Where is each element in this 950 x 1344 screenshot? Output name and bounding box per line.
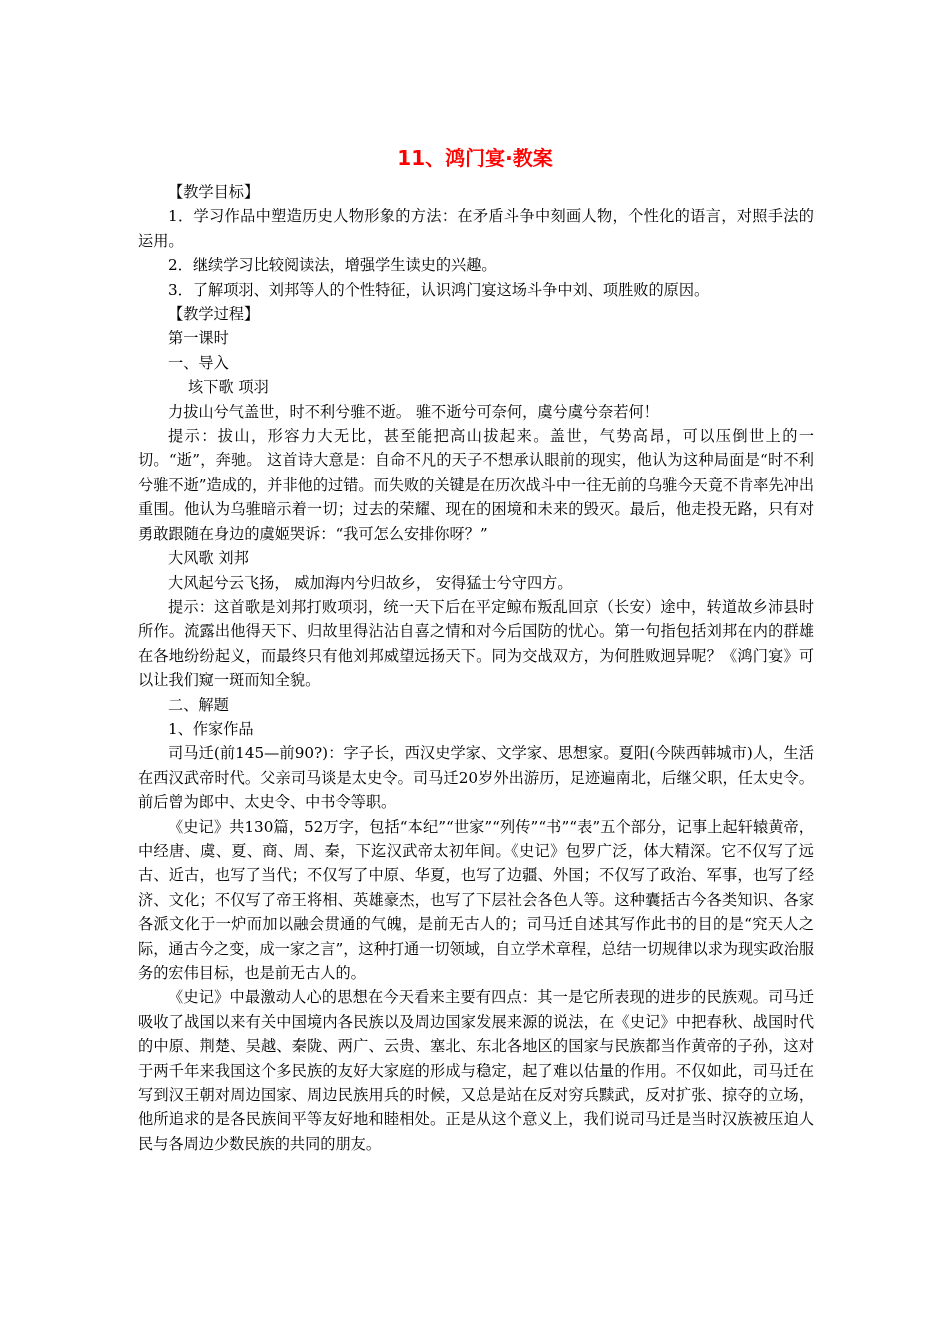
paragraph: 【教学过程】	[168, 305, 260, 324]
paragraph: 垓下歌 项羽	[188, 378, 269, 397]
paragraph: 《史记》共130篇，52万字，包括“本纪”“世家”“列传”“书”“表”五个部分，记事上起轩辕黄帝，中经唐、虞、夏、商、周、秦，下迄汉武帝太初年间。《史记》包罗广泛，体大精深。它不仅写了远古、近古，也写了当代；不仅写了中原、华夏，也写了边疆、外国；不仅写了政治、军事，也写了经济、文化；不仅写了帝王将相、英雄豪杰，也写了下层社会各色人等。这种囊括古今各类知识、各家各派文化于一炉而加以融会贯通的气魄，是前无古人的；司马迁自述其写作此书的目的是“究天人之际，通古今之变，成一家之言”，这种打通一切领域，自立学术章程，总结一切规律以求为现实政治服务的宏伟目标，也是前无古人的。	[138, 817, 815, 982]
paragraph: 大风歌 刘邦	[168, 549, 249, 568]
document-body	[138, 180, 814, 1156]
paragraph: 司马迁(前145—前90?)：字子长，西汉史学家、文学家、思想家。夏阳(今陕西韩城市)人，生活在西汉武帝时代。父亲司马谈是太史令。司马迁20岁外出游历，足迹遍南北，后继父职，任太史令。前后曾为郎中、太史令、中书令等职。	[138, 744, 814, 812]
page-title: 11、鸿门宴·教案	[397, 146, 553, 170]
paragraph: 提示：拔山，形容力大无比，甚至能把高山拔起来。盖世，气势高昂，可以压倒世上的一切。“逝”，奔驰。 这首诗大意是：自命不凡的天子不想承认眼前的现实，他认为这种局面是“时不利兮骓不逝”造成的，并非他的过错。而失败的关键是在历次战斗中一往无前的乌骓今天竟不肯率先冲出重围。他认为乌骓暗示着一切；过去的荣耀、现在的困境和未来的毁灭。最后，他走投无路，只有对勇敢跟随在身边的虞姬哭诉：“我可怎么安排你呀？”	[138, 427, 815, 543]
paragraph: 力拔山兮气盖世，时不利兮骓不逝。 骓不逝兮可奈何，虞兮虞兮奈若何！	[168, 402, 659, 421]
paragraph: 《史记》中最激动人心的思想在今天看来主要有四点：其一是它所表现的进步的民族观。司马迁吸收了战国以来有关中国境内各民族以及周边国家发展来源的说法，在《史记》中把春秋、战国时代的中原、荆楚、吴越、秦陇、两广、云贵、塞北、东北各地区的国家与民族都当作黄帝的子孙，这对于两千年来我国这个多民族的友好大家庭的形成与稳定，起了难以估量的作用。不仅如此，司马迁在写到汉王朝对周边国家、周边民族用兵的时候，又总是站在反对穷兵黩武，反对扩张、掠夺的立场，他所追求的是各民族间平等友好地和睦相处。正是从这个意义上，我们说司马迁是当时汉族被压迫人民与各周边少数民族的共同的朋友。	[138, 988, 814, 1153]
paragraph: 提示：这首歌是刘邦打败项羽，统一天下后在平定鲸布叛乱回京（长安）途中，转道故乡沛县时所作。流露出他得天下、归故里得沾沾自喜之情和对今后国防的忧心。第一句指包括刘邦在内的群雄在各地纷纷起义，而最终只有他刘邦威望远扬天下。同为交战双方，为何胜败迥异呢？《鸿门宴》可以让我们窥一斑而知全貌。	[138, 597, 814, 690]
paragraph: 1、作家作品	[168, 719, 254, 738]
paragraph: 1．学习作品中塑造历史人物形象的方法：在矛盾斗争中刻画人物，个性化的语言，对照手法的运用。	[138, 207, 814, 250]
paragraph: 一、导入	[168, 353, 229, 372]
paragraph: 【教学目标】	[168, 183, 260, 201]
paragraph: 3．了解项羽、刘邦等人的个性特征，认识鸿门宴这场斗争中刘、项胜败的原因。	[168, 280, 710, 299]
paragraph: 2．继续学习比较阅读法，增强学生读史的兴趣。	[168, 256, 497, 275]
paragraph: 二、解题	[168, 695, 229, 714]
paragraph: 第一课时	[168, 329, 229, 348]
paragraph: 大风起兮云飞扬， 威加海内兮归故乡， 安得猛士兮守四方。	[168, 573, 573, 592]
